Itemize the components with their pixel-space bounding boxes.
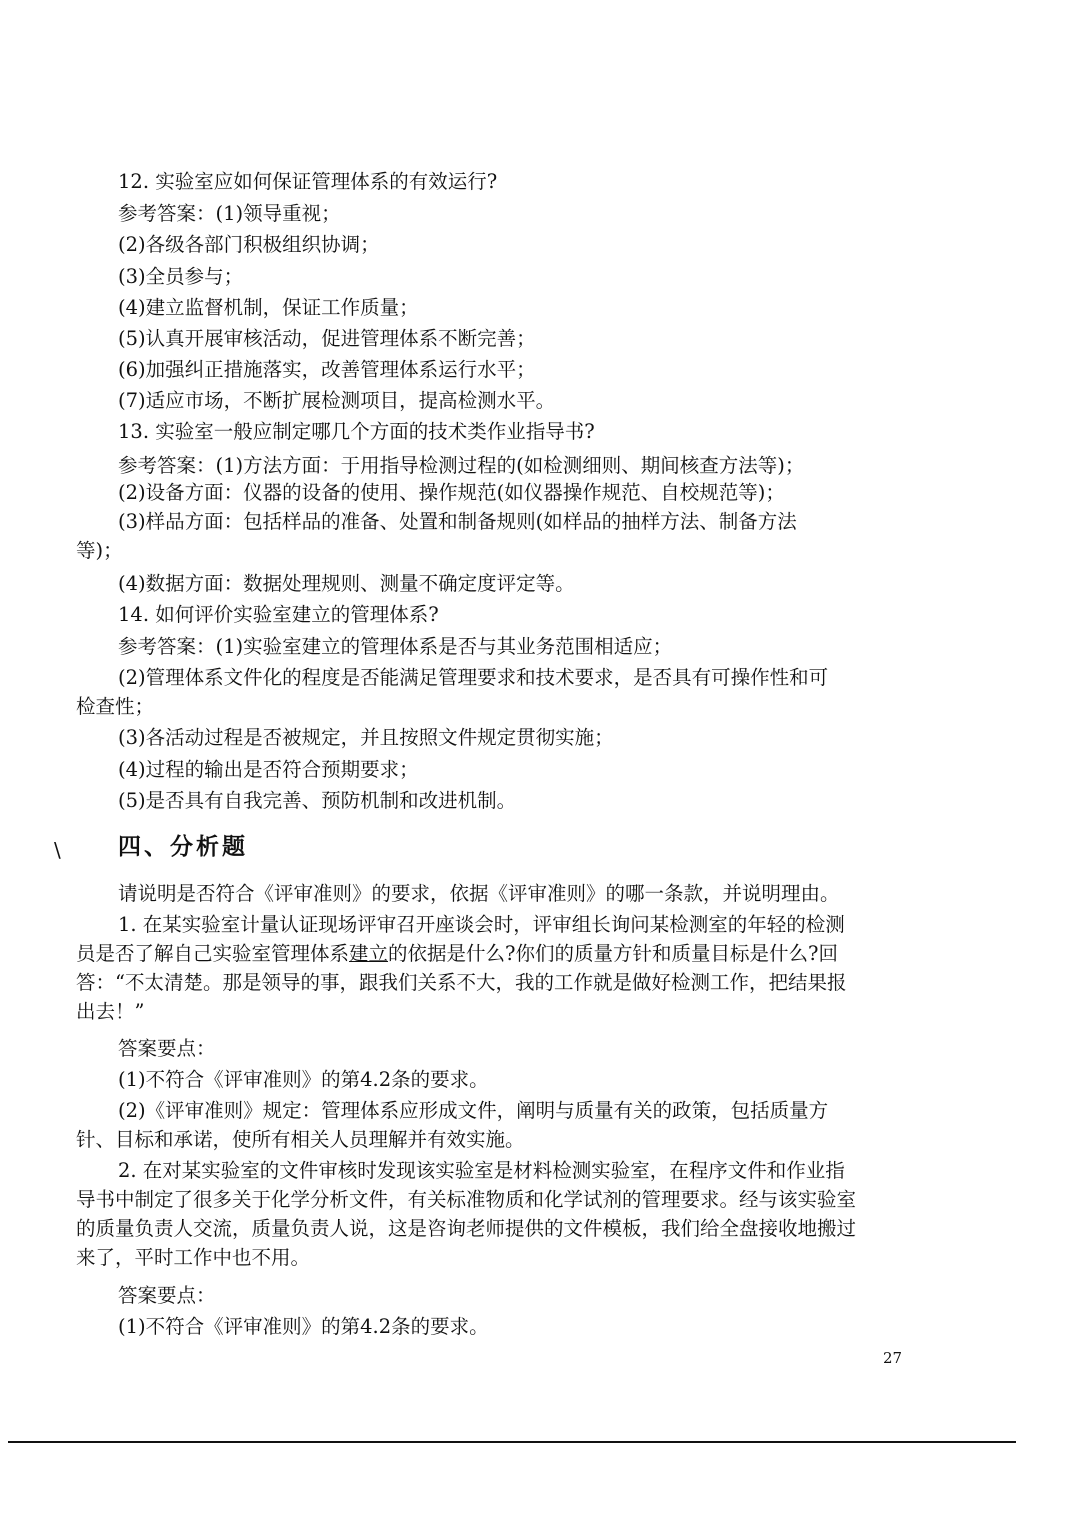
section-marker: \ [54,838,61,862]
q13-item-2: (2)设备方面：仪器的设备的使用、操作规范(如仪器操作规范、自校规范等)； [118,481,785,504]
page-number: 27 [883,1349,903,1367]
q13-answer-intro: 参考答案：(1)方法方面：于用指导检测过程的(如检测细则、期间核查方法等)； [118,454,805,477]
q12-item-5: (5)认真开展审核活动，促进管理体系不断完善； [118,327,536,350]
q12-item-4: (4)建立监督机制，保证工作质量； [118,296,419,319]
q14-item-2-line1: (2)管理体系文件化的程度是否能满足管理要求和技术要求，是否具有可操作性和可 [118,666,829,689]
q12-item-6: (6)加强纠正措施落实，改善管理体系运行水平； [118,358,536,381]
case1-answer-label: 答案要点： [118,1037,216,1060]
case2-line3: 的质量负责人交流，质量负责人说，这是咨询老师提供的文件模板，我们给全盘接收地搬过 [76,1217,857,1240]
case2-answer-1: (1)不符合《评审准则》的第4.2条的要求。 [118,1315,489,1338]
q14-item-2-line2: 检查性； [76,695,155,718]
q12-item-3: (3)全员参与； [118,265,244,288]
q13-item-4: (4)数据方面：数据处理规则、测量不确定度评定等。 [118,572,575,595]
case1-line3: 答：“不太清楚。那是领导的事，跟我们关系不大，我的工作就是做好检测工作，把结果报 [76,971,847,994]
q14-item-5: (5)是否具有自我完善、预防机制和改进机制。 [118,789,517,812]
q12-question: 12. 实验室应如何保证管理体系的有效运行? [118,170,498,193]
footer-rule [8,1441,1016,1443]
case1-line2-post: 的依据是什么?你们的质量方针和质量目标是什么?回 [388,942,838,965]
section-title: 四、分析题 [118,834,248,860]
q13-question: 13. 实验室一般应制定哪几个方面的技术类作业指导书? [118,420,595,443]
instruction-text: 请说明是否符合《评审准则》的要求，依据《评审准则》的哪一条款，并说明理由。 [118,882,840,905]
q12-answer-intro: 参考答案：(1)领导重视； [118,202,341,225]
case1-line2-pre: 员是否了解自己实验室管理体系 [76,942,350,965]
q14-question: 14. 如何评价实验室建立的管理体系? [118,603,439,626]
q12-item-2: (2)各级各部门积极组织协调； [118,233,380,256]
q13-item-3-line1: (3)样品方面：包括样品的准备、处置和制备规则(如样品的抽样方法、制备方法 [118,510,797,533]
case1-answer-2-line1: (2)《评审准则》规定：管理体系应形成文件，阐明与质量有关的政策，包括质量方 [118,1099,829,1122]
case1-answer-2-line2: 针、目标和承诺，使所有相关人员理解并有效实施。 [76,1128,525,1151]
case1-answer-1: (1)不符合《评审准则》的第4.2条的要求。 [118,1068,489,1091]
q14-item-3: (3)各活动过程是否被规定，并且按照文件规定贯彻实施； [118,726,614,749]
case1-line1: 1. 在某实验室计量认证现场评审召开座谈会时，评审组长询问某检测室的年轻的检测 [118,913,845,936]
case1-line2 [76,940,838,968]
case1-line2-underlined: 建立 [349,942,389,965]
case2-line1: 2. 在对某实验室的文件审核时发现该实验室是材料检测实验室，在程序文件和作业指 [118,1159,845,1182]
q14-answer-intro: 参考答案：(1)实验室建立的管理体系是否与其业务范围相适应； [118,635,673,658]
case2-line2: 导书中制定了很多关于化学分析文件，有关标准物质和化学试剂的管理要求。经与该实验室 [76,1188,857,1211]
q14-item-4: (4)过程的输出是否符合预期要求； [118,758,419,781]
q13-item-3-line2: 等)； [76,539,123,562]
q12-item-7: (7)适应市场，不断扩展检测项目，提高检测水平。 [118,389,556,412]
case2-line4: 来了，平时工作中也不用。 [76,1246,311,1269]
case1-line4: 出去！” [76,1000,145,1023]
case2-answer-label: 答案要点： [118,1284,216,1307]
